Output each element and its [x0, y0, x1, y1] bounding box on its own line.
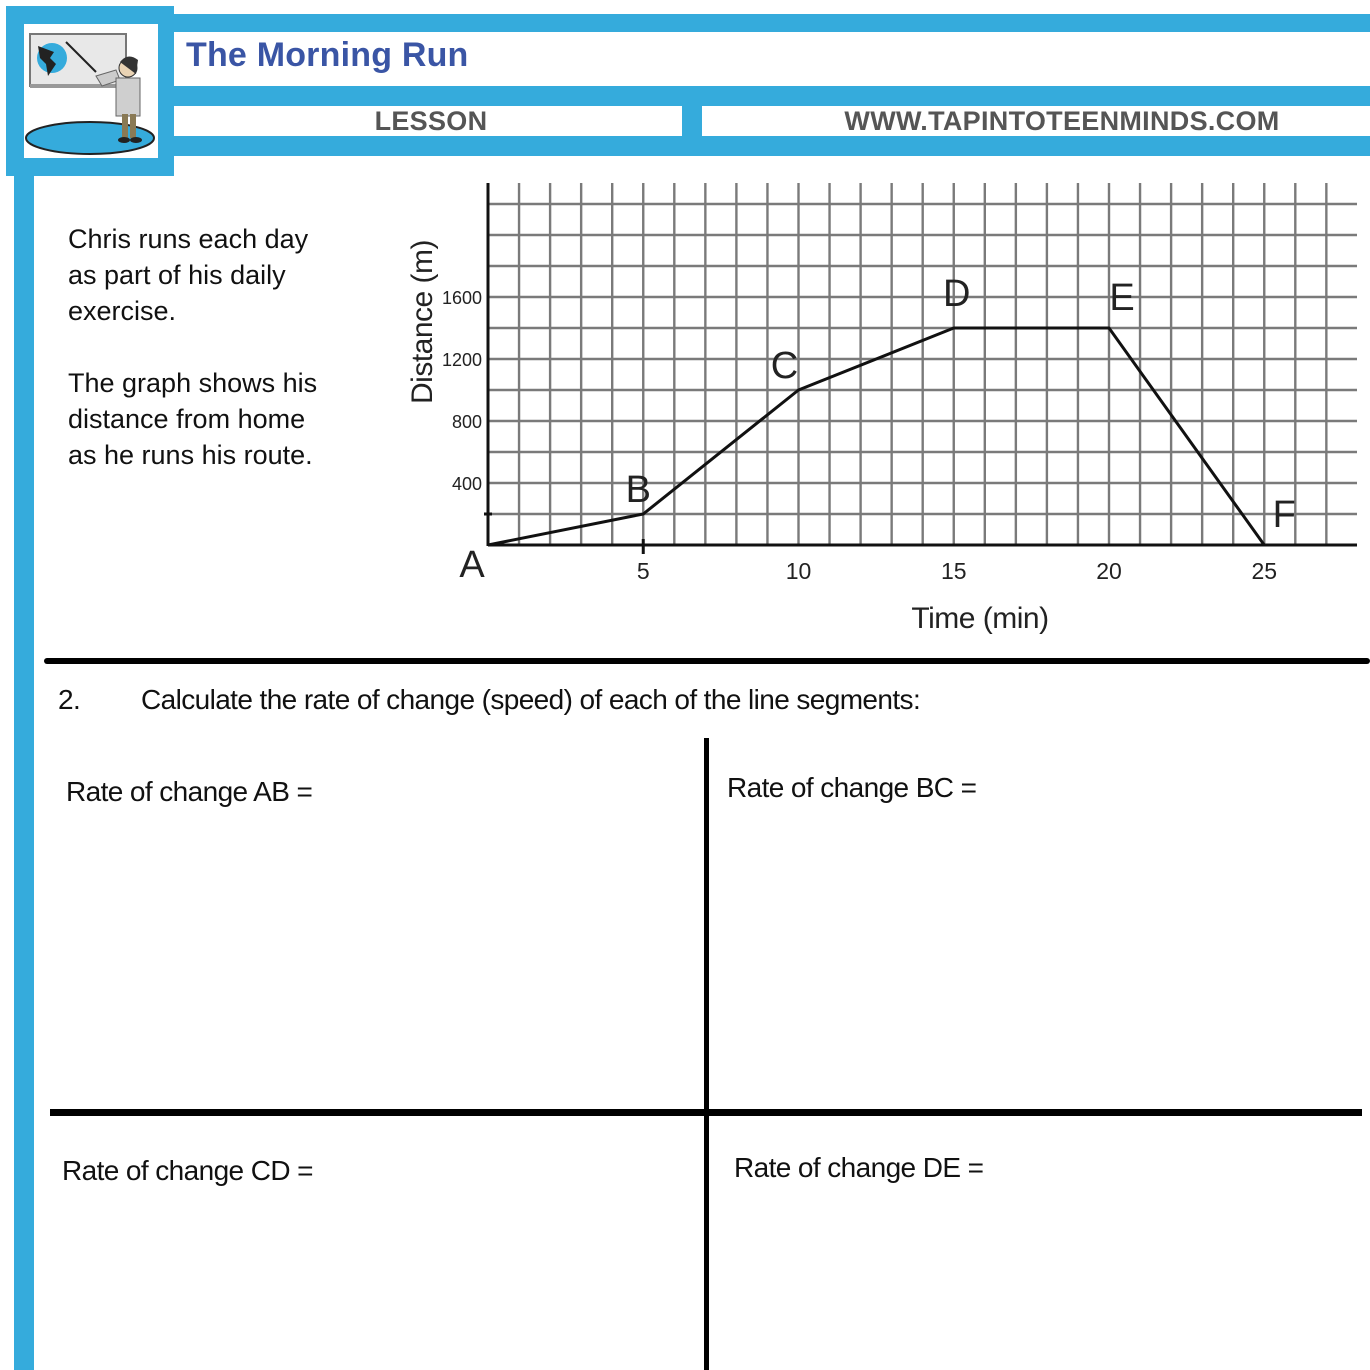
point-label-d: D	[943, 273, 971, 315]
lesson-label: LESSON	[374, 106, 488, 136]
answer-cell-cd-label: Rate of change CD =	[62, 1155, 313, 1186]
y-tick-label: 1600	[441, 288, 482, 308]
intro-line: as he runs his route.	[68, 440, 313, 470]
distance-time-chart	[0, 0, 1370, 650]
intro-line: exercise.	[68, 296, 177, 326]
intro-line: distance from home	[68, 404, 306, 434]
intro-line: as part of his daily	[68, 260, 286, 290]
x-tick-label: 5	[636, 558, 650, 584]
answer-grid-horizontal-divider	[50, 1109, 1362, 1116]
intro-line: Chris runs each day	[68, 224, 309, 254]
y-tick-label: 800	[451, 412, 482, 432]
x-tick-label: 20	[1096, 558, 1122, 584]
point-label-c: C	[770, 345, 799, 387]
intro-line: The graph shows his	[68, 368, 318, 398]
answer-cell-de-label: Rate of change DE =	[734, 1152, 984, 1183]
x-tick-label: 25	[1251, 558, 1278, 584]
point-label-a: A	[459, 544, 485, 586]
x-tick-label: 10	[785, 558, 812, 584]
point-label-b: B	[625, 469, 651, 511]
section-divider	[44, 658, 1370, 664]
point-label-e: E	[1109, 277, 1135, 319]
answer-area-de[interactable]	[712, 1195, 1362, 1370]
y-tick-label: 1200	[441, 350, 482, 370]
website-link[interactable]: WWW.TAPINTOTEENMINDS.COM	[844, 106, 1280, 136]
series-line	[488, 328, 1264, 545]
x-tick-label: 15	[940, 558, 967, 584]
question-text: Calculate the rate of change (speed) of each of the line segments:	[141, 684, 921, 715]
answer-cell-ab-label: Rate of change AB =	[66, 776, 313, 807]
answer-area-bc[interactable]	[712, 820, 1362, 1105]
x-axis-label: Time (min)	[911, 602, 1049, 635]
page-title: The Morning Run	[186, 36, 469, 74]
point-label-f: F	[1272, 494, 1296, 536]
chart-axes	[484, 183, 1357, 554]
question-number: 2.	[58, 684, 81, 715]
answer-cell-bc-label: Rate of change BC =	[727, 772, 977, 803]
y-tick-label: 400	[451, 474, 482, 494]
answer-area-ab[interactable]	[50, 820, 700, 1105]
chart-series	[488, 328, 1264, 545]
answer-area-cd[interactable]	[50, 1195, 700, 1370]
y-axis-label: Distance (m)	[406, 239, 439, 405]
answer-grid-vertical-divider	[704, 738, 709, 1370]
